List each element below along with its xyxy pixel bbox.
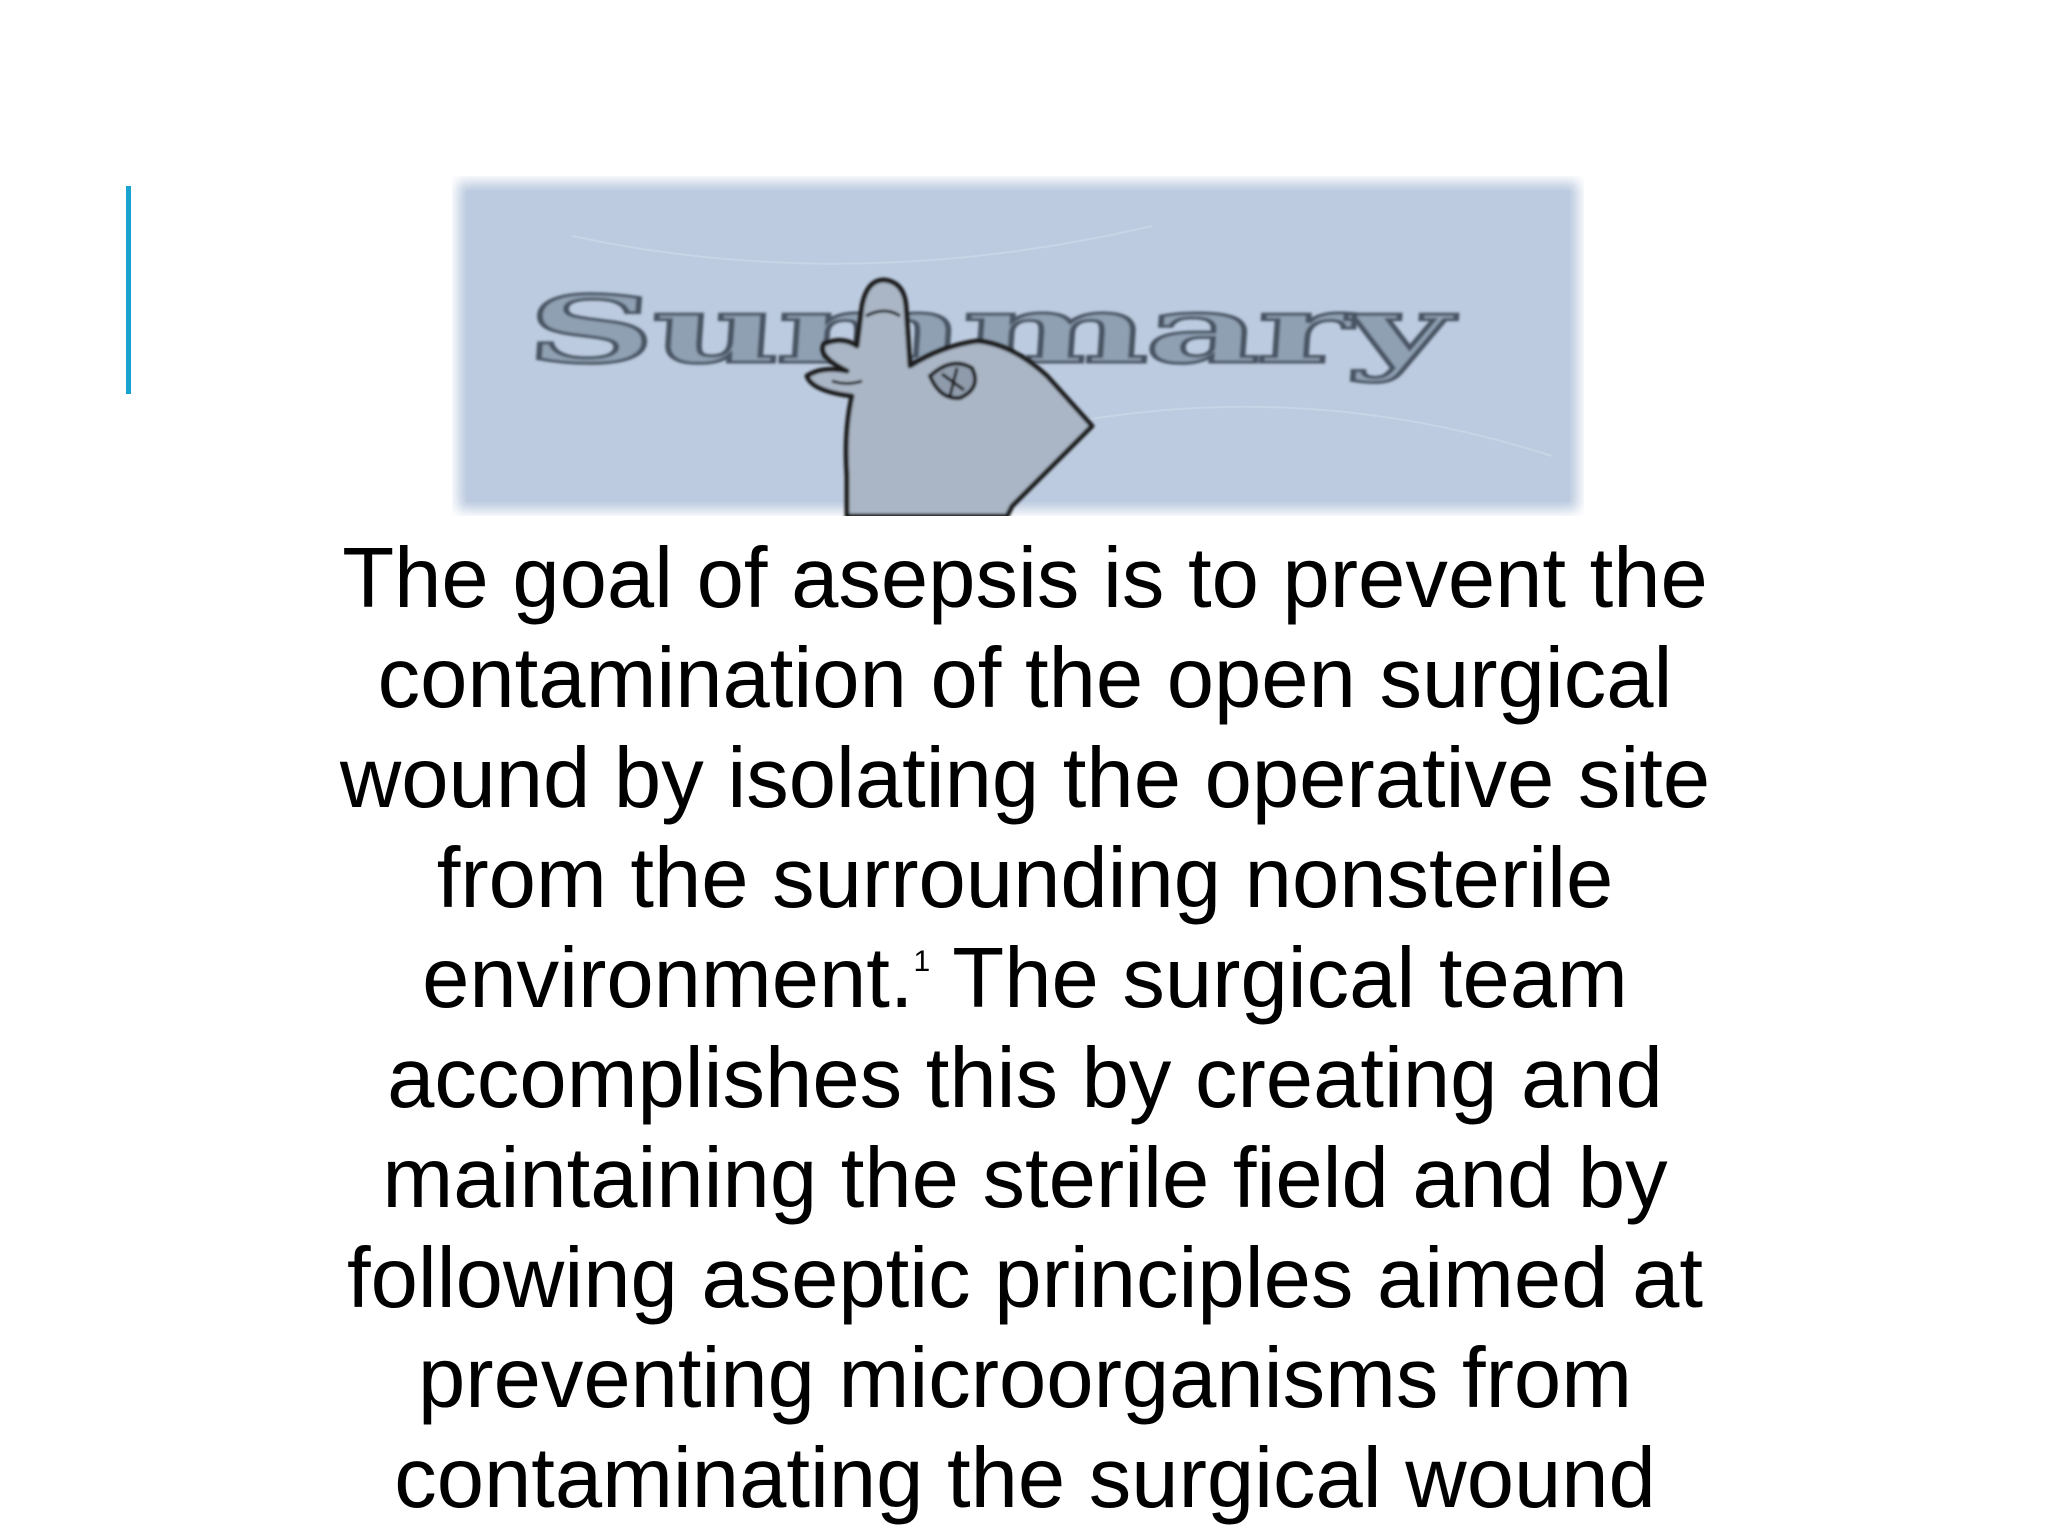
- body-text-fragment: environment.: [422, 931, 914, 1026]
- body-line: The goal of asepsis is to prevent the: [342, 531, 1708, 626]
- body-line: following aseptic principles aimed at: [347, 1231, 1703, 1326]
- summary-image: [452, 176, 1584, 516]
- citation-superscript: 1: [913, 945, 931, 978]
- body-line: contaminating the surgical wound: [394, 1431, 1656, 1526]
- body-line: accomplishes this by creating and: [387, 1031, 1663, 1126]
- body-line: contamination of the open surgical: [377, 631, 1673, 726]
- accent-bar: [126, 186, 131, 394]
- body-line: preventing microorganisms from: [417, 1331, 1633, 1426]
- body-text-fragment: The surgical team: [930, 931, 1628, 1026]
- body-line: maintaining the sterile field and by: [382, 1131, 1668, 1226]
- body-line: wound by isolating the operative site: [339, 731, 1711, 826]
- body-line: from the surrounding nonsterile: [436, 831, 1614, 926]
- slide-body-text: [200, 529, 1850, 1529]
- svg-text:Summary: Summary: [523, 276, 1007, 384]
- body-line: [200, 929, 1850, 1029]
